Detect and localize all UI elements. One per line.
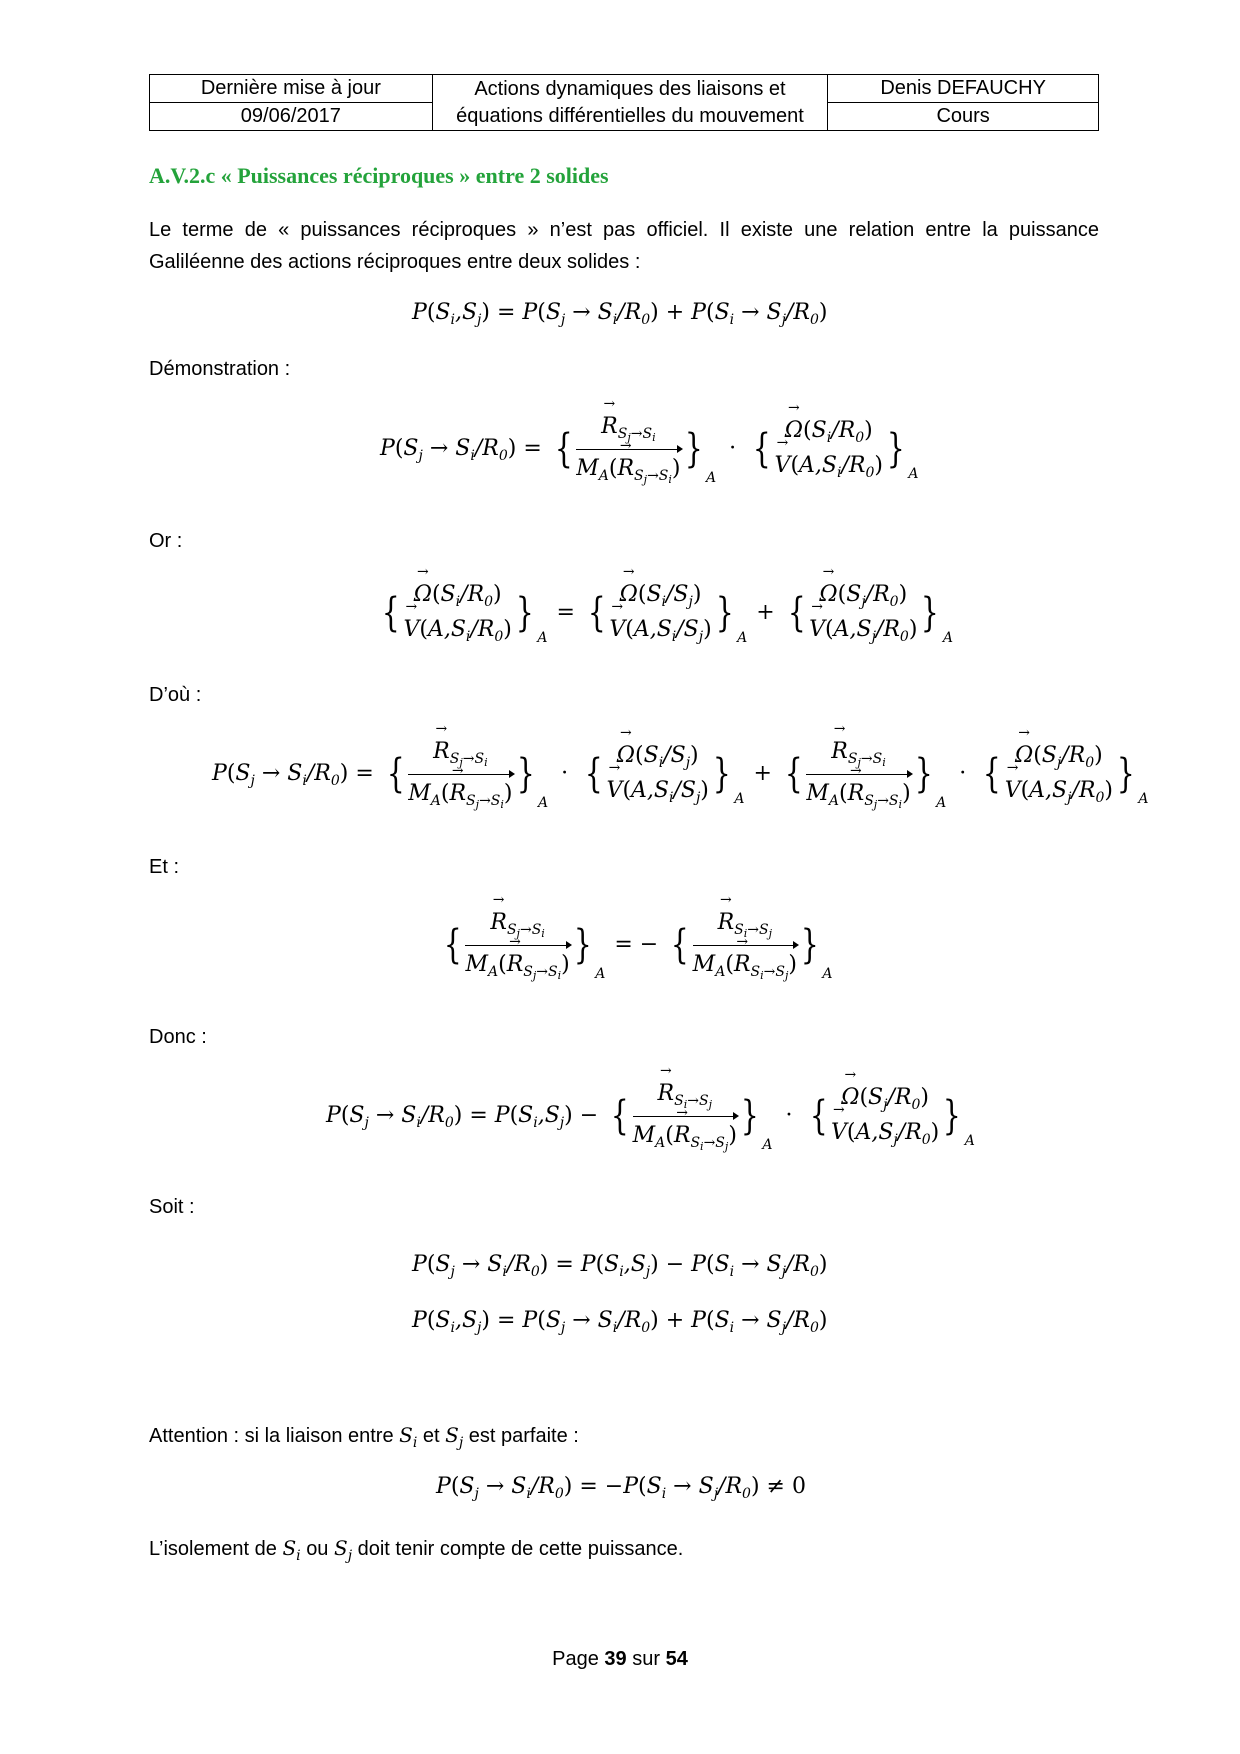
label-soit: Soit : bbox=[149, 1196, 195, 1218]
attention-note: Attention : si la liaison entre $S_i$ et $S_j$ est parfaite : bbox=[149, 1423, 579, 1451]
label-donc: Donc : bbox=[149, 1026, 207, 1048]
last-update-label: Dernière mise à jour bbox=[150, 75, 433, 103]
equation-soit-2: $P(S_i,S_j) = P(S_j \to S_i/R_0) + P(S_i \to S_j/R_0)$ bbox=[412, 1308, 828, 1336]
footer-of-word: sur bbox=[632, 1648, 661, 1670]
page-footer bbox=[0, 1648, 1240, 1671]
label-demonstration: Démonstration : bbox=[149, 358, 291, 380]
header-table bbox=[149, 74, 1099, 131]
equation-reciprocal-power: $P(S_i,S_j) = P(S_j \to S_i/R_0) + P(S_i \to S_j/R_0)$ bbox=[412, 300, 828, 328]
section-title: A.V.2.c « Puissances réciproques » entre 2 solides bbox=[149, 163, 609, 188]
isolement-suffix: doit tenir compte de cette puissance. bbox=[357, 1538, 684, 1560]
document-title bbox=[432, 75, 828, 131]
equation-soit-1: $P(S_j \to S_i/R_0) = P(S_i,S_j) - P(S_i \to S_j/R_0)$ bbox=[412, 1252, 828, 1280]
equation-dou: $P(S_j \to S_i/R_0)$ = { → $R_{S_j\to S_i}$ $M_A(\to R_{S_j\to S_i})$ } A · { → $\Omega(S_i/S_j)$ → $V(A,S_i/S_j)$ } A + { → $R_{S_j\to S_i}$ $M_A(\to R_{S_j\to S_i})$ } A · { → $\Omega(S_j/R_0)$ → $V(A,S_j/R_0)$ } A bbox=[212, 735, 1151, 813]
label-dou: D’où : bbox=[149, 684, 202, 706]
isolement-note: L’isolement de $S_i$ ou $S_j$ doit tenir compte de cette puissance. bbox=[149, 1536, 684, 1564]
author: Denis DEFAUCHY bbox=[828, 75, 1099, 103]
footer-page-word: Page bbox=[552, 1648, 599, 1670]
last-update-date: 09/06/2017 bbox=[150, 103, 433, 131]
isolement-or: ou bbox=[306, 1538, 329, 1560]
equation-perfect-joint: $P(S_j \to S_i/R_0) = -P(S_i \to S_j/R_0) \ne 0$ bbox=[436, 1474, 806, 1502]
intro-paragraph: Le terme de « puissances réciproques » n’est pas officiel. Il existe une relation entre la puissance Galiléenne des actions réciproques entre deux solides : bbox=[149, 219, 1099, 273]
attention-prefix: Attention : si la liaison entre bbox=[149, 1425, 394, 1447]
attention-and: et bbox=[422, 1425, 440, 1447]
equation-velocity-composition: { → $\Omega(S_i/R_0)$ → $V(A,S_i/R_0)$ } A = { → $\Omega(S_i/S_j)$ → $V(A,S_i/S_j)$ } A + { → $\Omega(S_j/R_0)$ → $V(A,S_j/R_0)$ } A bbox=[376, 578, 955, 648]
document-type: Cours bbox=[828, 103, 1099, 131]
equation-demo: $P(S_j \to S_i/R_0)$ = { → $R_{S_j\to S_i}$ $M_A(\to R_{S_j\to S_i})$ } A · { → $\Omega(S_i/R_0)$ → $V(A,S_i/R_0)$ } A bbox=[380, 410, 921, 488]
document-title-line2: équations différentielles du mouvement bbox=[456, 104, 804, 127]
isolement-prefix: L’isolement de bbox=[149, 1538, 277, 1560]
document-title-line1: Actions dynamiques des liaisons et bbox=[474, 77, 786, 100]
label-et: Et : bbox=[149, 856, 180, 878]
attention-suffix: est parfaite : bbox=[468, 1425, 579, 1447]
equation-action-reaction: { → $R_{S_j\to S_i}$ $M_A(\to R_{S_j\to S_i})$ } A = − { → $R_{S_i\to S_j}$ $M_A(\to R_{S_i\to S_j})$ } A bbox=[438, 906, 835, 984]
label-or: Or : bbox=[149, 530, 183, 552]
footer-total-pages: 54 bbox=[665, 1648, 688, 1670]
equation-donc: $P(S_j \to S_i/R_0) = P(S_i,S_j)$ − { → $R_{S_i\to S_j}$ $M_A(\to R_{S_i\to S_j})$ } A · { → $\Omega(S_j/R_0)$ → $V(A,S_j/R_0)$ } A bbox=[326, 1077, 977, 1155]
footer-page-number: 39 bbox=[604, 1648, 627, 1670]
